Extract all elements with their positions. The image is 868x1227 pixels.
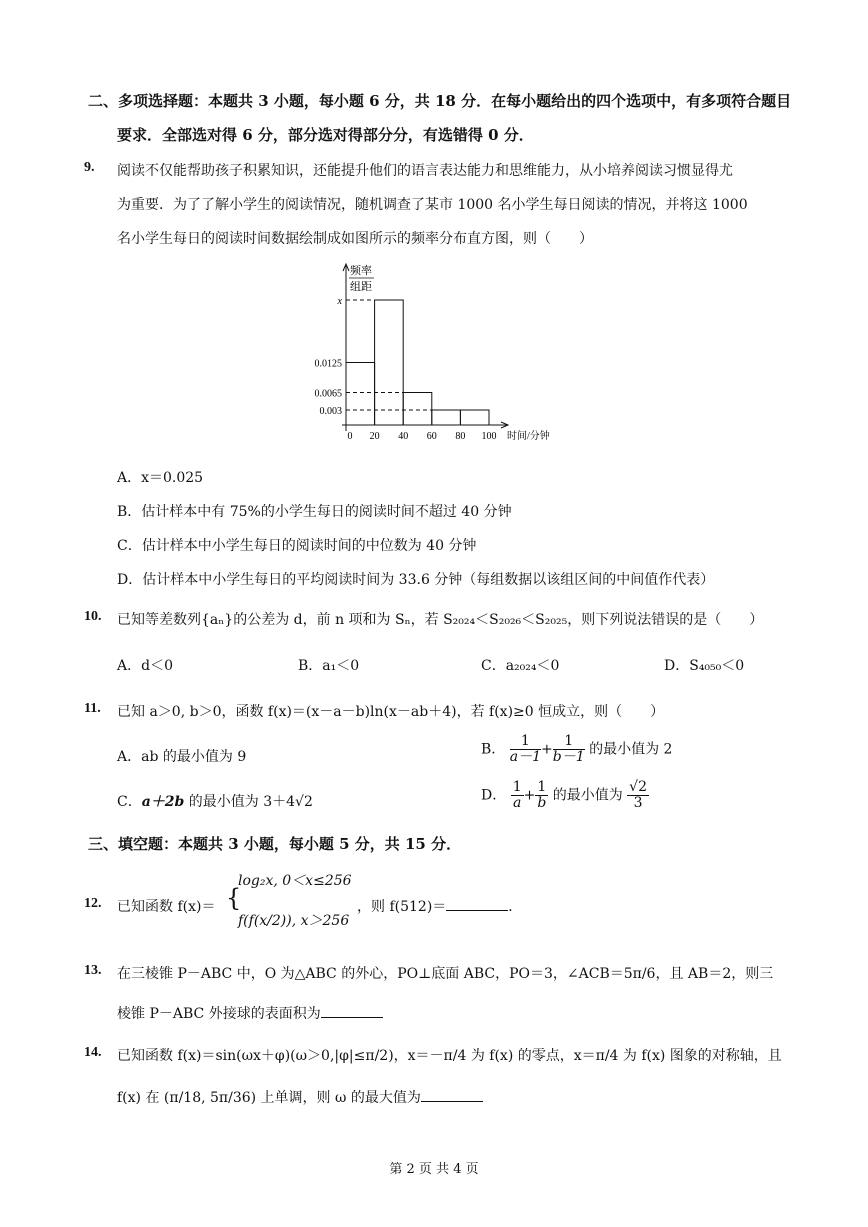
q9-stem-line3: 名小学生每日的阅读时间数据绘制成如图所示的频率分布直方图，则（ ） bbox=[117, 231, 593, 247]
q12-end: ． bbox=[508, 899, 523, 915]
y-axis-label-top: 频率 bbox=[350, 265, 372, 277]
x-tick-label: 100 bbox=[481, 431, 497, 442]
q11-option-d-text: 的最小值为 bbox=[552, 787, 623, 804]
q12-number: 12. bbox=[84, 896, 102, 911]
x-tick-label: 60 bbox=[426, 431, 437, 442]
page-footer: 第 2 页 共 4 页 bbox=[389, 1162, 479, 1177]
q13-stem-line2 bbox=[117, 1003, 383, 1023]
q11-option-c-expr: a＋2b bbox=[141, 794, 185, 810]
frac-numerator: 1 bbox=[537, 779, 547, 795]
q10-option-d: D．S₄₀₅₀＜0 bbox=[664, 658, 745, 674]
x-tick-label: 20 bbox=[369, 431, 380, 442]
q9-number: 9. bbox=[84, 160, 95, 175]
q11-option-d-label: D． bbox=[481, 787, 507, 804]
q11-option-d: D． $\frac{1}{a}$ + $\frac{1}{b}$ 的最小值为 $\frac{√2}{3}$ bbox=[481, 779, 647, 811]
histogram-bar bbox=[375, 300, 404, 425]
q11-frac-1-over-a bbox=[511, 780, 524, 811]
q13-stem-line1: 在三棱锥 P－ABC 中，O 为△ABC 的外心，PO⊥底面 ABC，PO＝3，∠ACB＝5π/6，且 AB＝2，则三 bbox=[117, 966, 774, 982]
histogram-bar bbox=[403, 393, 432, 426]
x-axis-label: 时间/分钟 bbox=[507, 431, 550, 442]
q11-number: 11. bbox=[84, 701, 101, 716]
q12-prefix: 已知函数 f(x)＝ bbox=[117, 899, 216, 915]
section-2-heading: 二、多项选择题：本题共 3 小题，每小题 6 分，共 18 分．在每小题给出的四个选项中，有多项符合题目 bbox=[88, 92, 792, 110]
frac-numerator: 1 bbox=[512, 779, 522, 795]
x-tick-label: 0 bbox=[347, 431, 353, 442]
q9-stem-line2: 为重要．为了了解小学生的阅读情况，随机调查了某市 1000 名小学生每日阅读的情况，并将这 1000 bbox=[117, 197, 748, 213]
q10-option-a: A．d＜0 bbox=[117, 658, 173, 674]
frac-denominator: 3 bbox=[633, 795, 643, 811]
q10-option-c: C．a₂₀₂₄＜0 bbox=[481, 658, 560, 674]
q11-stem: 已知 a＞0, b＞0，函数 f(x)＝(x－a－b)ln(x－ab＋4)，若 f(x)≥0 恒成立，则（ ） bbox=[117, 704, 665, 720]
q11-frac-1-over-a-minus-1 bbox=[510, 734, 541, 765]
q11-option-c bbox=[117, 791, 313, 811]
q11-option-c-text: 的最小值为 3＋4√2 bbox=[184, 794, 313, 810]
frac-numerator: 1 bbox=[553, 734, 585, 750]
x-tick-label: 80 bbox=[455, 431, 466, 442]
q13-stem-line2-text: 棱锥 P－ABC 外接球的表面积为 bbox=[117, 1006, 321, 1022]
q10-option-b: B．a₁＜0 bbox=[298, 658, 360, 674]
frac-numerator: √2 bbox=[629, 779, 647, 795]
q14-stem-line2-text: f(x) 在 (π/18, 5π/36) 上单调，则 ω 的最大值为 bbox=[117, 1090, 421, 1106]
q10-stem: 已知等差数列{aₙ}的公差为 d，前 n 项和为 Sₙ，若 S₂₀₂₄＜S₂₀₂₆＜S₂₀₂₅，则下列说法错误的是（ ） bbox=[117, 612, 764, 628]
q12-question bbox=[357, 896, 522, 916]
q9-option-c: C．估计样本中小学生每日的阅读时间的中位数为 40 分钟 bbox=[117, 538, 477, 554]
histogram-bar bbox=[460, 410, 489, 425]
q9-stem-line1: 阅读不仅能帮助孩子积累知识，还能提升他们的语言表达能力和思维能力，从小培养阅读习惯显得尤 bbox=[117, 163, 733, 179]
frac-denominator: b－1 bbox=[552, 749, 585, 765]
histogram-bar bbox=[432, 410, 461, 425]
q12-case-1: log₂x, 0＜x≤256 bbox=[238, 873, 352, 889]
section-2-heading-cont: 要求．全部选对得 6 分，部分选对得部分分，有选错得 0 分． bbox=[117, 126, 534, 144]
q9-option-a: A．x＝0.025 bbox=[117, 470, 204, 486]
frac-numerator: 1 bbox=[510, 734, 541, 750]
frac-denominator: a－1 bbox=[509, 749, 542, 765]
q11-option-b: B． $\frac{1}{a-1}$ + $\frac{1}{b-1}$ 的最小值为 2 bbox=[481, 733, 673, 765]
q12-case-2: f(f(x/2)), x＞256 bbox=[238, 913, 350, 929]
q14-stem-line2 bbox=[117, 1087, 483, 1107]
histogram-bar bbox=[346, 363, 375, 426]
q9-option-d: D．估计样本中小学生每日的平均阅读时间为 33.6 分钟（每组数据以该组区间的中间值作代表） bbox=[117, 572, 715, 588]
section-3-heading: 三、填空题：本题共 3 小题，每小题 5 分，共 15 分． bbox=[88, 835, 462, 853]
q9-histogram bbox=[300, 258, 570, 448]
q13-number: 13. bbox=[84, 963, 102, 978]
frac-denominator: a bbox=[512, 795, 522, 811]
q11-option-b-text: 的最小值为 2 bbox=[589, 741, 673, 758]
q14-number: 14. bbox=[84, 1045, 102, 1060]
y-tick-label: 0.0125 bbox=[314, 358, 342, 370]
frac-denominator: b bbox=[537, 795, 547, 811]
q12-answer-blank[interactable] bbox=[446, 898, 508, 911]
q14-answer-blank[interactable] bbox=[421, 1089, 483, 1102]
y-tick-label: 0.003 bbox=[319, 406, 342, 417]
q11-option-c-label: C． bbox=[117, 794, 142, 810]
x-tick-label: 40 bbox=[398, 431, 409, 442]
q12-suffix: ，则 f(512)＝ bbox=[357, 899, 447, 915]
q13-answer-blank[interactable] bbox=[321, 1005, 383, 1018]
q9-option-b: B．估计样本中有 75%的小学生每日的阅读时间不超过 40 分钟 bbox=[117, 504, 512, 520]
q11-frac-sqrt2-over-3 bbox=[627, 780, 649, 811]
y-axis-label-bottom: 组距 bbox=[350, 281, 372, 293]
q11-frac-1-over-b bbox=[535, 780, 548, 811]
q10-number: 10. bbox=[84, 609, 102, 624]
q12-brace: { bbox=[226, 884, 242, 912]
q14-stem-line1: 已知函数 f(x)＝sin(ωx＋φ)(ω＞0,|φ|≤π/2)，x＝－π/4 为 f(x) 的零点，x＝π/4 为 f(x) 图象的对称轴，且 bbox=[117, 1048, 782, 1064]
y-tick-label: 0.0065 bbox=[314, 388, 342, 400]
y-tick-label: x bbox=[337, 296, 342, 307]
q11-frac-1-over-b-minus-1 bbox=[553, 734, 585, 765]
q11-option-a: A．ab 的最小值为 9 bbox=[117, 749, 247, 765]
q11-option-b-label: B． bbox=[481, 741, 506, 758]
